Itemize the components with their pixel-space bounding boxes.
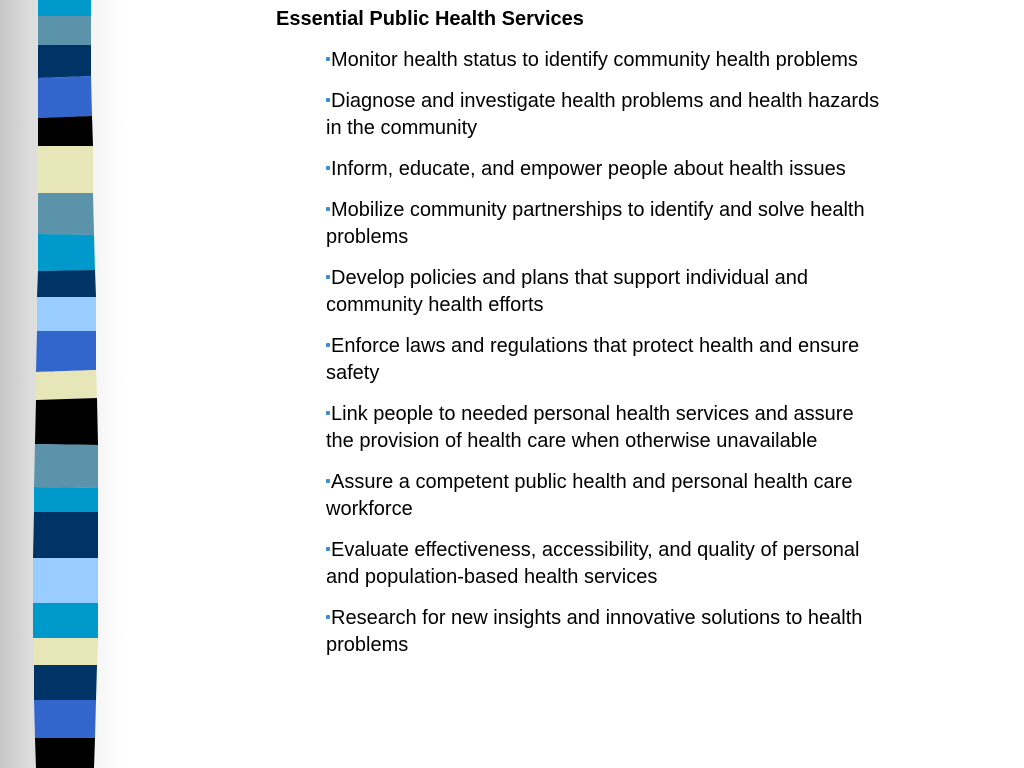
list-item-text: Monitor health status to identify community health problems [331, 49, 858, 71]
bullet-icon [326, 275, 330, 279]
list-item-text: Research for new insights and innovative solutions to health problems [326, 607, 863, 656]
stripe-band [35, 398, 98, 445]
stripe-band [37, 270, 96, 297]
list-item-text: Evaluate effectiveness, accessibility, and quality of personal and population-based health services [326, 539, 860, 588]
list-item-text: Enforce laws and regulations that protect health and ensure safety [326, 335, 860, 384]
stripe-band [38, 234, 95, 271]
stripe-band [33, 638, 98, 665]
stripe-band [34, 487, 98, 512]
stripe-band [33, 558, 98, 603]
list-item [326, 605, 886, 659]
stripe-band [34, 444, 98, 488]
services-list [326, 47, 886, 673]
list-item-text: Assure a competent public health and personal health care workforce [326, 471, 853, 520]
stripe-band [34, 700, 96, 738]
stripe-band [35, 738, 95, 768]
stripe-band [38, 146, 93, 193]
stripe-band [33, 603, 98, 638]
list-item [326, 265, 886, 319]
list-item [326, 537, 886, 591]
stripe-band [36, 331, 96, 372]
list-item-text: Develop policies and plans that support individual and community health efforts [326, 267, 808, 316]
slide-title: Essential Public Health Services [276, 8, 584, 30]
stripe-band [38, 45, 91, 78]
list-item [326, 197, 886, 251]
stripe-band [38, 116, 93, 146]
list-item-text: Link people to needed personal health services and assure the provision of health care when otherwise unavailable [326, 403, 854, 452]
stripe-band [34, 665, 97, 700]
bullet-icon [326, 207, 330, 211]
bullet-icon [326, 98, 330, 102]
bullet-icon [326, 166, 330, 170]
stripe-band [36, 370, 97, 400]
stripe-band [33, 512, 98, 558]
bullet-icon [326, 343, 330, 347]
stripe-band [38, 76, 92, 118]
bullet-icon [326, 615, 330, 619]
list-item-text: Inform, educate, and empower people about health issues [331, 158, 846, 180]
stripe-band [38, 193, 94, 235]
stripe-band [37, 297, 96, 331]
list-item-text: Mobilize community partnerships to identify and solve health problems [326, 199, 865, 248]
list-item [326, 88, 886, 142]
list-item [326, 333, 886, 387]
list-item [326, 47, 886, 74]
bullet-icon [326, 547, 330, 551]
bullet-icon [326, 479, 330, 483]
bullet-icon [326, 411, 330, 415]
list-item [326, 401, 886, 455]
stripe-band [38, 0, 91, 16]
list-item-text: Diagnose and investigate health problems and health hazards in the community [326, 90, 880, 139]
decorative-stripe-column [0, 0, 125, 768]
stripe-band [38, 16, 91, 45]
list-item [326, 469, 886, 523]
bullet-icon [326, 57, 330, 61]
list-item [326, 156, 886, 183]
